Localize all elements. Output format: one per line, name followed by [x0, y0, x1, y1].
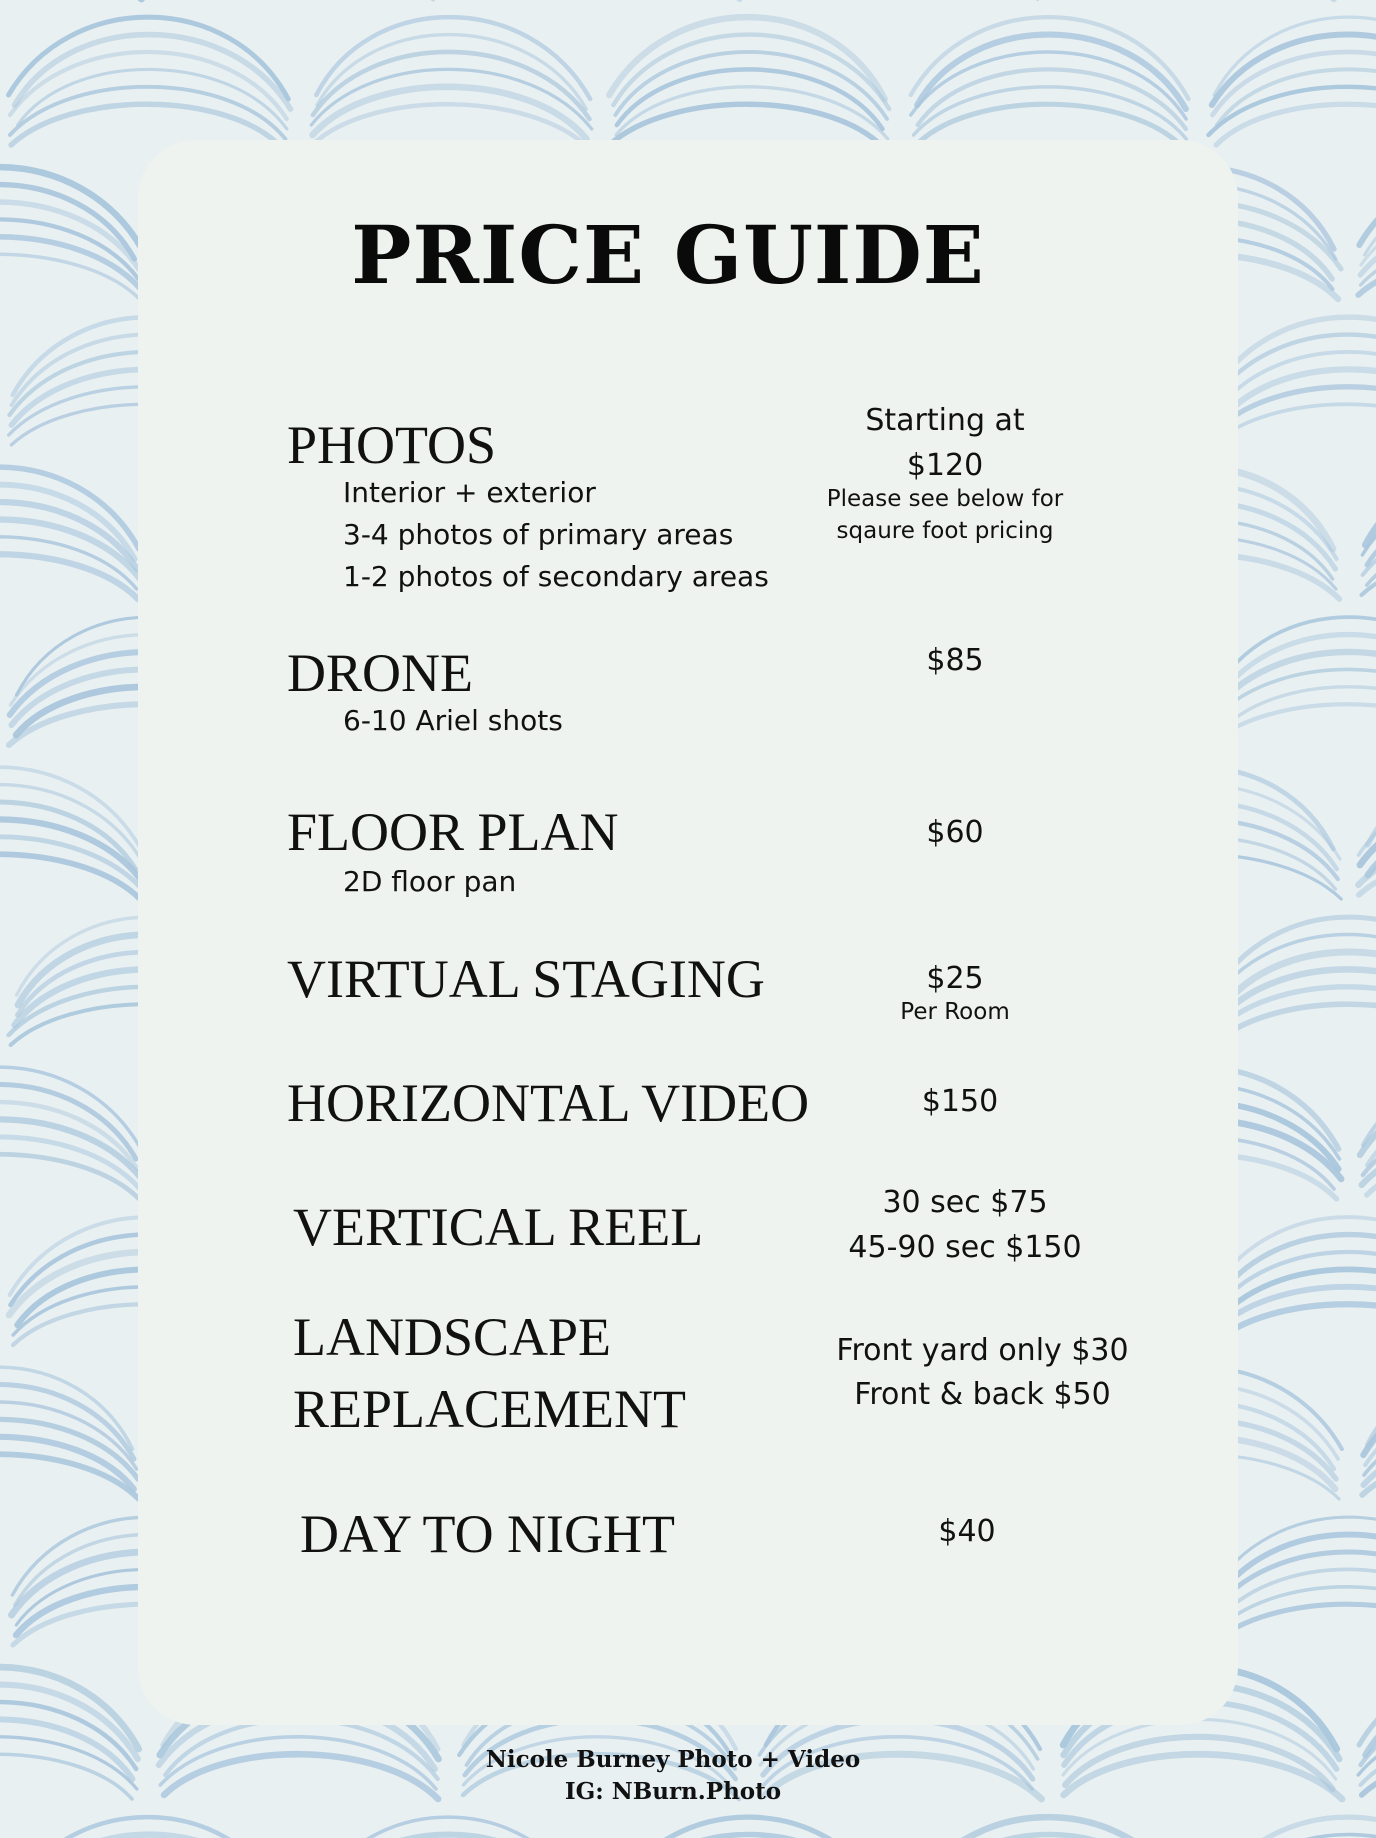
virtual-staging-note: Per Room: [900, 999, 1010, 1025]
service-name-landscape: LANDSCAPE: [293, 1307, 612, 1367]
photos-price-note: sqaure foot pricing: [836, 518, 1054, 544]
service-name-drone: DRONE: [287, 643, 473, 703]
service-name-horizontal-video: HORIZONTAL VIDEO: [287, 1073, 810, 1133]
virtual-staging-price: $25: [926, 961, 984, 996]
service-name-day-to-night: DAY TO NIGHT: [300, 1504, 676, 1564]
service-name-photos: PHOTOS: [287, 415, 497, 475]
price-card: [138, 140, 1238, 1725]
day-to-night-price: $40: [938, 1514, 996, 1549]
photos-detail: Interior + exterior: [343, 476, 596, 509]
floor-plan-detail: 2D floor pan: [343, 865, 517, 898]
service-name-virtual-staging: VIRTUAL STAGING: [287, 949, 765, 1009]
drone-price: $85: [926, 643, 984, 678]
landscape-price: Front & back $50: [854, 1377, 1111, 1412]
service-name-floor-plan: FLOOR PLAN: [287, 802, 619, 862]
photos-price-label: Starting at: [865, 403, 1025, 438]
photos-price-note: Please see below for: [826, 486, 1064, 512]
floor-plan-price: $60: [926, 815, 984, 850]
service-name-replacement: REPLACEMENT: [293, 1379, 687, 1439]
photos-price: $120: [906, 448, 984, 483]
photos-detail: 1-2 photos of secondary areas: [343, 560, 769, 593]
footer-name: Nicole Burney Photo + Video: [485, 1746, 861, 1773]
landscape-price: Front yard only $30: [836, 1333, 1129, 1368]
page-title: PRICE GUIDE: [351, 208, 985, 302]
horizontal-video-price: $150: [921, 1084, 999, 1119]
vertical-reel-price: 45-90 sec $150: [848, 1230, 1082, 1265]
footer-instagram: IG: NBurn.Photo: [564, 1778, 782, 1805]
photos-detail: 3-4 photos of primary areas: [343, 518, 734, 551]
drone-detail: 6-10 Ariel shots: [343, 704, 563, 737]
vertical-reel-price: 30 sec $75: [882, 1185, 1048, 1220]
service-name-vertical-reel: VERTICAL REEL: [293, 1197, 704, 1257]
